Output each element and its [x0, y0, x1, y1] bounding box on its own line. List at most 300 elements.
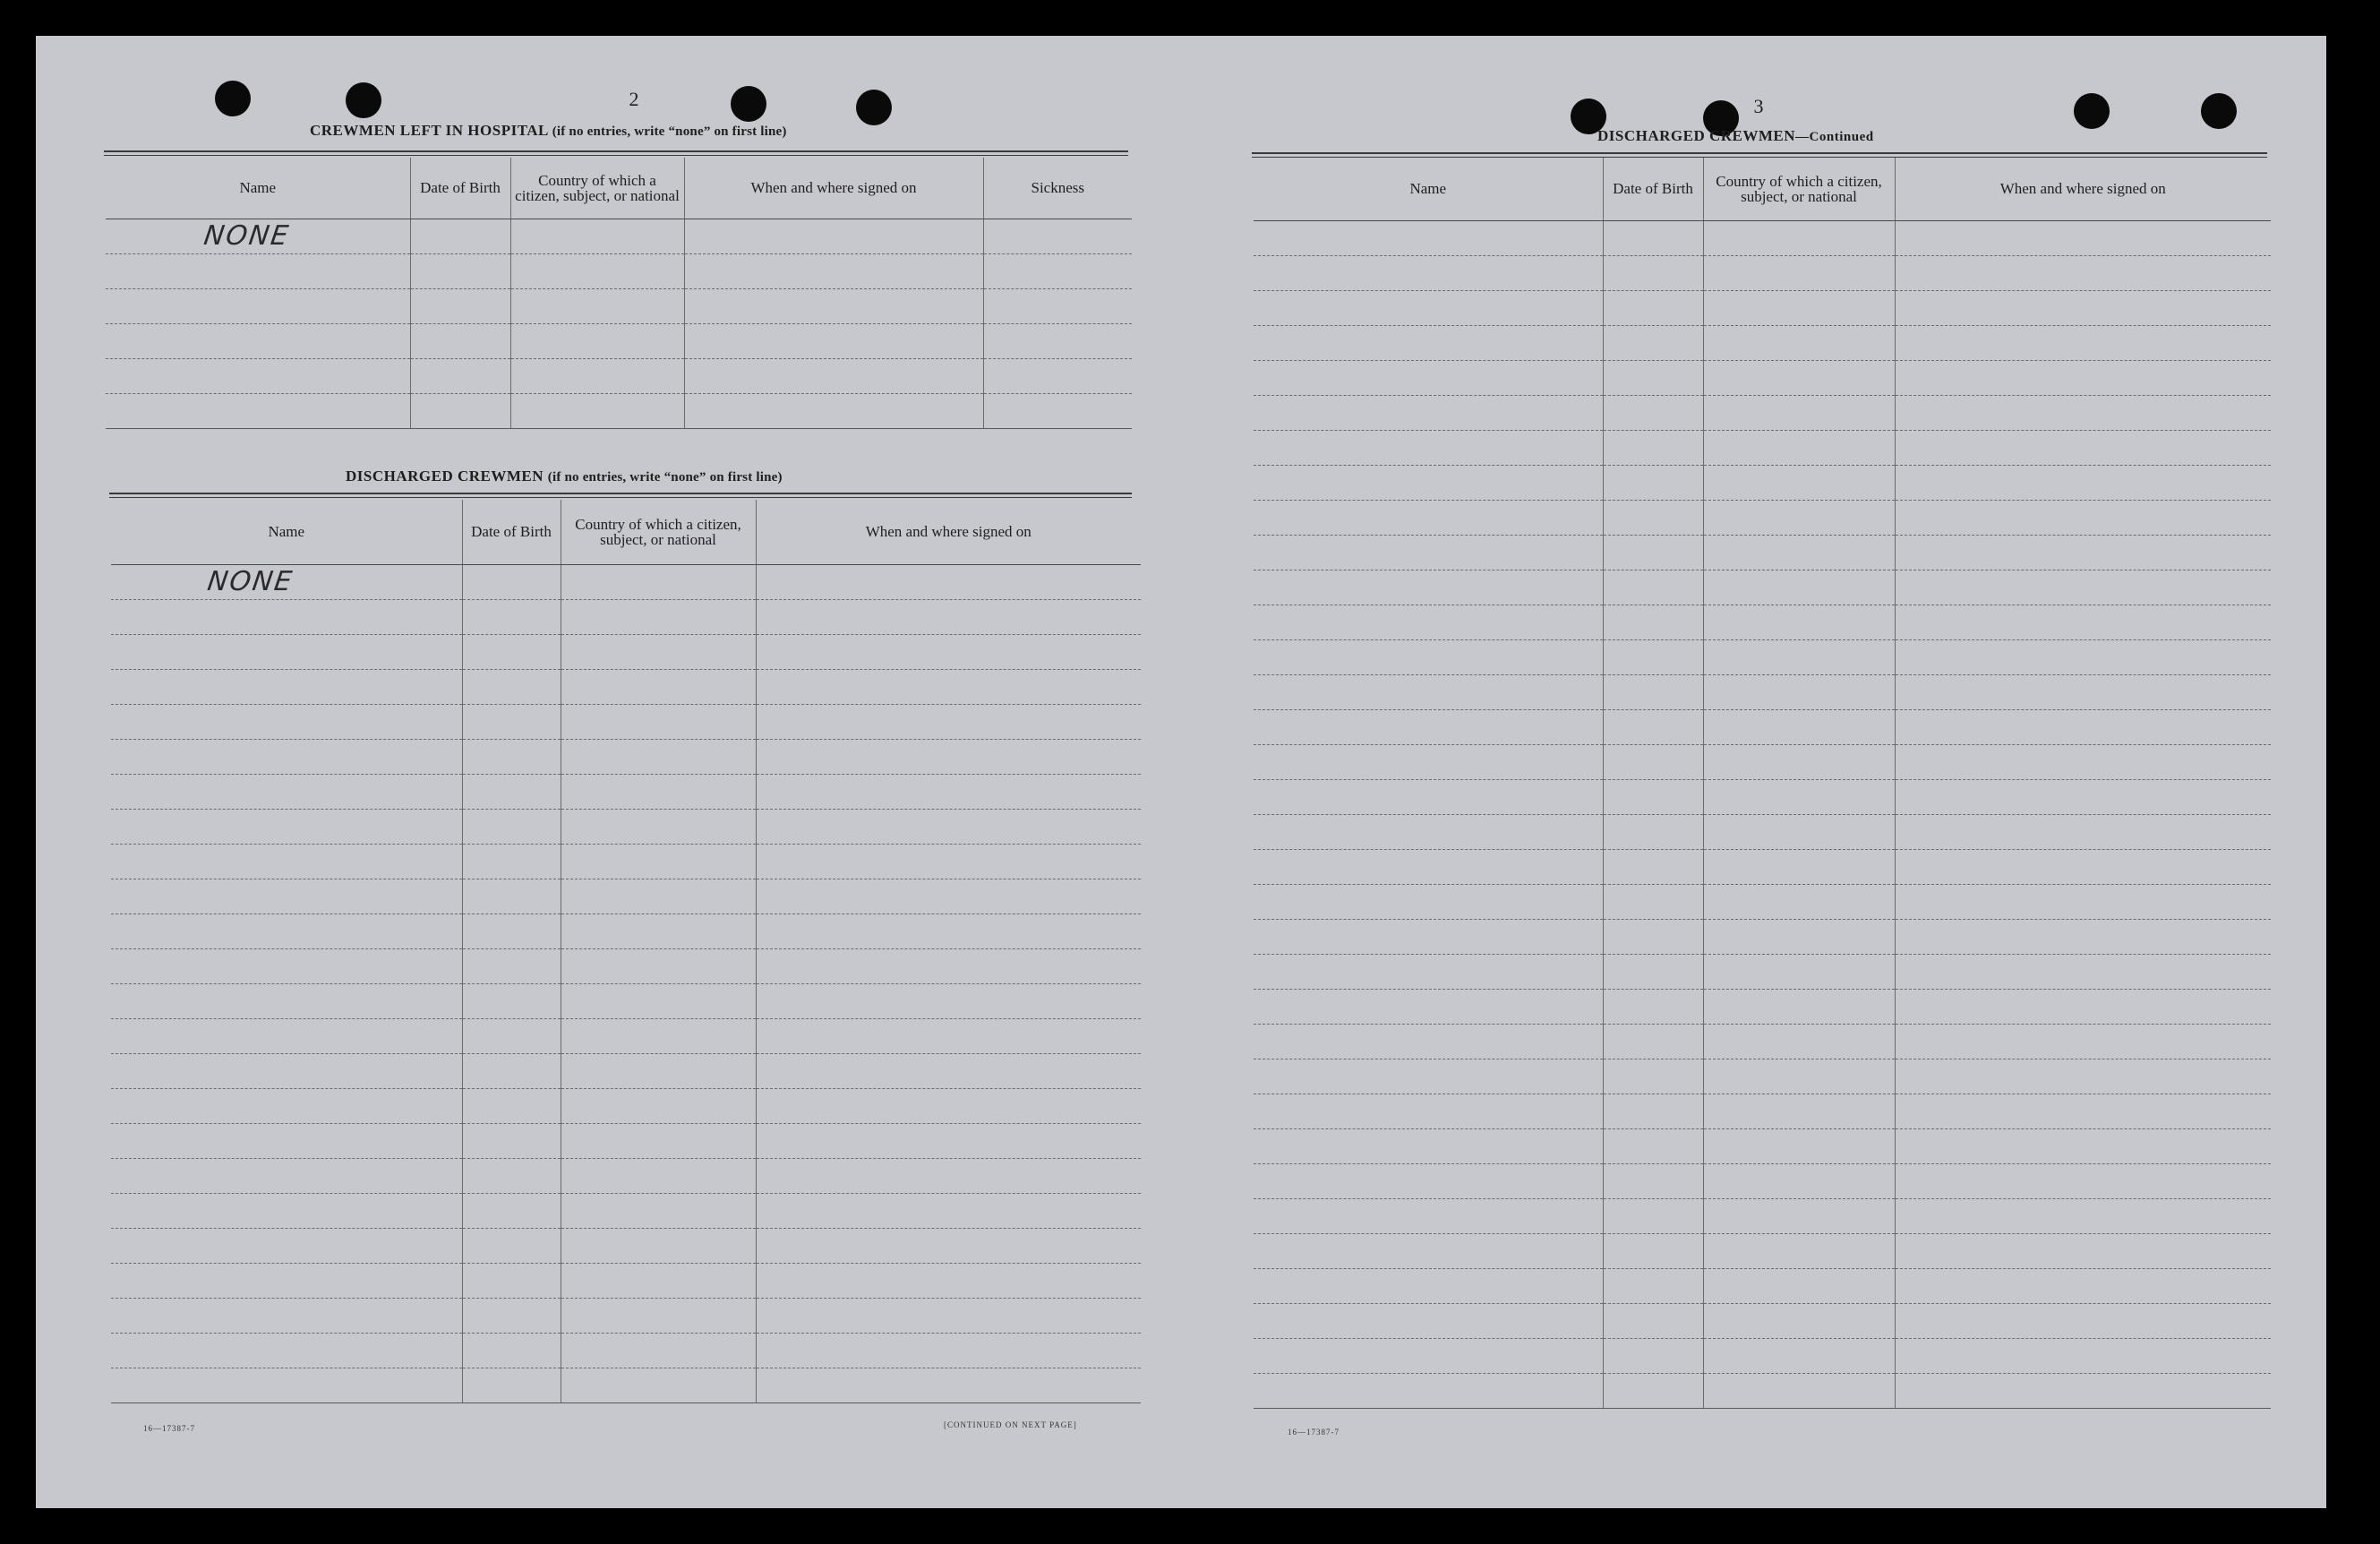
entry-cell[interactable]	[1254, 849, 1603, 884]
entry-cell[interactable]	[1895, 709, 2271, 744]
entry-cell[interactable]	[1703, 674, 1895, 709]
entry-cell[interactable]	[1895, 605, 2271, 639]
entry-cell[interactable]	[1895, 1163, 2271, 1198]
entry-cell[interactable]	[1254, 360, 1603, 395]
entry-cell[interactable]	[462, 1368, 561, 1402]
entry-cell[interactable]	[1254, 500, 1603, 535]
entry-cell[interactable]	[1895, 1233, 2271, 1268]
entry-cell[interactable]	[684, 393, 983, 428]
entry-cell[interactable]	[1254, 919, 1603, 954]
document-sheet	[36, 36, 2326, 1508]
entry-cell[interactable]	[462, 739, 561, 774]
entry-cell[interactable]	[462, 774, 561, 809]
entry-cell[interactable]	[561, 1053, 756, 1088]
entry-cell[interactable]	[1603, 884, 1703, 919]
entry-cell[interactable]	[1603, 954, 1703, 989]
table-row	[111, 1158, 1141, 1193]
entry-cell[interactable]	[561, 564, 756, 599]
table-row	[111, 948, 1141, 983]
entry-cell[interactable]	[1254, 814, 1603, 849]
entry-cell[interactable]	[756, 1193, 1141, 1228]
table-row	[1254, 255, 2271, 290]
entry-cell[interactable]	[1254, 884, 1603, 919]
entry-cell[interactable]	[462, 983, 561, 1018]
entry-cell[interactable]	[756, 1368, 1141, 1402]
entry-cell[interactable]	[1703, 639, 1895, 674]
entry-cell[interactable]	[1603, 744, 1703, 779]
entry-cell[interactable]	[561, 809, 756, 844]
entry-cell[interactable]	[111, 634, 462, 669]
table-row	[106, 393, 1132, 428]
entry-cell[interactable]	[561, 1333, 756, 1368]
entry-cell[interactable]	[1603, 1268, 1703, 1303]
entry-cell[interactable]	[1254, 1303, 1603, 1338]
entry-cell[interactable]	[111, 599, 462, 634]
entry-cell[interactable]	[561, 1018, 756, 1053]
entry-cell[interactable]	[561, 599, 756, 634]
entry-cell[interactable]	[1254, 709, 1603, 744]
table-row	[1254, 674, 2271, 709]
entry-cell[interactable]	[756, 1333, 1141, 1368]
entry-cell[interactable]	[1603, 430, 1703, 465]
entry-cell[interactable]	[1703, 1198, 1895, 1233]
entry-cell[interactable]	[1603, 325, 1703, 360]
entry-cell[interactable]	[561, 1088, 756, 1123]
entry-cell[interactable]	[1703, 1024, 1895, 1059]
entry-cell[interactable]	[756, 1158, 1141, 1193]
entry-cell[interactable]	[1703, 884, 1895, 919]
entry-cell[interactable]	[561, 1228, 756, 1263]
entry-cell[interactable]	[684, 253, 983, 288]
entry-cell[interactable]	[1895, 220, 2271, 255]
entry-cell[interactable]	[1895, 849, 2271, 884]
entry-cell[interactable]	[1895, 325, 2271, 360]
table-row	[1254, 1059, 2271, 1094]
entry-cell[interactable]	[1603, 605, 1703, 639]
entry-cell[interactable]	[1895, 954, 2271, 989]
entry-cell[interactable]	[1895, 1059, 2271, 1094]
entry-cell[interactable]	[983, 219, 1132, 253]
entry-cell[interactable]	[1254, 1373, 1603, 1408]
entry-cell[interactable]	[1603, 674, 1703, 709]
entry-cell[interactable]	[1703, 1059, 1895, 1094]
entry-cell[interactable]	[111, 1368, 462, 1402]
entry-cell[interactable]	[462, 669, 561, 704]
entry-cell[interactable]	[1603, 1338, 1703, 1373]
entry-cell[interactable]	[462, 914, 561, 948]
entry-cell[interactable]	[462, 1333, 561, 1368]
entry-cell[interactable]	[561, 634, 756, 669]
entry-cell[interactable]	[684, 323, 983, 358]
entry-cell[interactable]	[462, 564, 561, 599]
entry-cell[interactable]	[462, 1193, 561, 1228]
entry-cell[interactable]	[1703, 290, 1895, 325]
entry-cell[interactable]	[1254, 639, 1603, 674]
entry-cell[interactable]	[106, 323, 410, 358]
entry-cell[interactable]	[1895, 779, 2271, 814]
entry-cell[interactable]	[1895, 814, 2271, 849]
entry-cell[interactable]	[462, 1123, 561, 1158]
entry-cell[interactable]	[1703, 1373, 1895, 1408]
entry-cell[interactable]	[1603, 1373, 1703, 1408]
entry-cell[interactable]	[1603, 709, 1703, 744]
entry-cell[interactable]	[111, 1123, 462, 1158]
entry-cell[interactable]	[1254, 1128, 1603, 1163]
entry-cell[interactable]	[1895, 1268, 2271, 1303]
entry-cell[interactable]	[684, 288, 983, 323]
entry-cell[interactable]	[1254, 1268, 1603, 1303]
entry-cell[interactable]	[561, 879, 756, 914]
table-row	[1254, 814, 2271, 849]
col-header-sickness: Sickness	[983, 158, 1132, 219]
entry-cell[interactable]	[561, 914, 756, 948]
entry-cell[interactable]	[1254, 1094, 1603, 1128]
entry-cell[interactable]	[983, 393, 1132, 428]
entry-cell[interactable]	[111, 774, 462, 809]
continued-title-text: DISCHARGED CREWMEN	[1597, 127, 1796, 144]
entry-cell[interactable]	[1895, 1303, 2271, 1338]
table-row	[1254, 325, 2271, 360]
entry-cell[interactable]	[1603, 220, 1703, 255]
entry-cell[interactable]	[1254, 1059, 1603, 1094]
entry-cell[interactable]	[1703, 814, 1895, 849]
entry-cell[interactable]	[111, 879, 462, 914]
entry-cell[interactable]	[1895, 465, 2271, 500]
entry-cell[interactable]	[1703, 1233, 1895, 1268]
entry-cell[interactable]	[1254, 1198, 1603, 1233]
entry-cell[interactable]	[462, 1053, 561, 1088]
table-row	[1254, 1303, 2271, 1338]
entry-cell[interactable]	[510, 253, 684, 288]
entry-cell[interactable]	[684, 219, 983, 253]
entry-cell[interactable]	[1603, 1163, 1703, 1198]
entry-cell[interactable]	[1703, 1303, 1895, 1338]
entry-cell[interactable]	[1254, 395, 1603, 430]
table-row	[111, 809, 1141, 844]
entry-cell[interactable]	[111, 809, 462, 844]
entry-cell[interactable]	[1603, 779, 1703, 814]
entry-cell[interactable]	[1254, 1338, 1603, 1373]
entry-cell[interactable]	[1254, 465, 1603, 500]
entry-cell[interactable]	[111, 1228, 462, 1263]
entry-cell[interactable]	[1703, 849, 1895, 884]
entry-cell[interactable]	[410, 358, 510, 393]
entry-cell[interactable]	[1254, 779, 1603, 814]
entry-cell[interactable]	[756, 948, 1141, 983]
entry-cell[interactable]	[1703, 1338, 1895, 1373]
entry-cell[interactable]	[561, 669, 756, 704]
entry-cell[interactable]	[111, 914, 462, 948]
entry-cell[interactable]	[1703, 255, 1895, 290]
entry-cell[interactable]	[410, 253, 510, 288]
entry-cell[interactable]	[983, 358, 1132, 393]
entry-cell[interactable]	[1703, 989, 1895, 1024]
entry-cell[interactable]	[1703, 1128, 1895, 1163]
entry-cell[interactable]	[1603, 535, 1703, 570]
entry-cell[interactable]	[1254, 1024, 1603, 1059]
entry-cell[interactable]	[462, 599, 561, 634]
entry-cell[interactable]	[106, 358, 410, 393]
entry-cell[interactable]	[1603, 290, 1703, 325]
entry-cell[interactable]	[1895, 1128, 2271, 1163]
entry-cell[interactable]	[983, 288, 1132, 323]
entry-cell[interactable]	[756, 1053, 1141, 1088]
entry-cell[interactable]	[561, 983, 756, 1018]
entry-cell[interactable]	[510, 323, 684, 358]
entry-cell[interactable]	[1603, 1233, 1703, 1268]
col-header-signed-on: When and where signed on	[1895, 158, 2271, 220]
entry-cell[interactable]	[462, 879, 561, 914]
entry-cell[interactable]	[1703, 954, 1895, 989]
entry-cell[interactable]	[1703, 325, 1895, 360]
entry-cell[interactable]	[561, 1193, 756, 1228]
table-row	[111, 1053, 1141, 1088]
table-row	[111, 1123, 1141, 1158]
entry-cell[interactable]	[1703, 465, 1895, 500]
entry-cell[interactable]	[756, 1018, 1141, 1053]
entry-cell[interactable]	[462, 1298, 561, 1333]
entry-cell[interactable]	[756, 634, 1141, 669]
entry-cell[interactable]	[1603, 1303, 1703, 1338]
entry-cell[interactable]	[111, 948, 462, 983]
entry-cell[interactable]	[1254, 255, 1603, 290]
entry-cell[interactable]	[111, 1193, 462, 1228]
entry-cell[interactable]	[756, 1123, 1141, 1158]
entry-cell[interactable]	[756, 844, 1141, 879]
entry-cell[interactable]	[1603, 814, 1703, 849]
entry-cell[interactable]	[510, 358, 684, 393]
entry-cell[interactable]	[111, 1333, 462, 1368]
entry-cell[interactable]	[1603, 500, 1703, 535]
entry-cell[interactable]	[410, 288, 510, 323]
entry-cell[interactable]	[410, 393, 510, 428]
table-row	[1254, 639, 2271, 674]
entry-cell[interactable]	[756, 599, 1141, 634]
entry-cell[interactable]	[1895, 989, 2271, 1024]
entry-cell[interactable]	[1603, 395, 1703, 430]
entry-cell[interactable]	[462, 809, 561, 844]
entry-cell[interactable]	[561, 739, 756, 774]
entry-cell[interactable]	[1895, 884, 2271, 919]
entry-cell[interactable]	[1254, 325, 1603, 360]
entry-cell[interactable]	[684, 358, 983, 393]
entry-cell[interactable]	[1603, 989, 1703, 1024]
entry-cell[interactable]	[1603, 1024, 1703, 1059]
entry-cell[interactable]	[106, 219, 410, 253]
entry-cell[interactable]	[1895, 639, 2271, 674]
entry-cell[interactable]	[1703, 709, 1895, 744]
entry-cell[interactable]	[756, 564, 1141, 599]
entry-cell[interactable]	[756, 774, 1141, 809]
entry-cell[interactable]	[1254, 1233, 1603, 1268]
entry-cell[interactable]	[1895, 674, 2271, 709]
table-row	[111, 704, 1141, 739]
entry-cell[interactable]	[410, 219, 510, 253]
entry-cell[interactable]	[462, 1158, 561, 1193]
entry-cell[interactable]	[1703, 779, 1895, 814]
punch-hole	[2074, 93, 2110, 129]
entry-cell[interactable]	[1603, 639, 1703, 674]
entry-cell[interactable]	[1254, 290, 1603, 325]
entry-cell[interactable]	[756, 739, 1141, 774]
entry-cell[interactable]	[1703, 430, 1895, 465]
entry-cell[interactable]	[111, 983, 462, 1018]
entry-cell[interactable]	[1254, 570, 1603, 605]
entry-cell[interactable]	[1254, 430, 1603, 465]
entry-cell[interactable]	[1895, 535, 2271, 570]
entry-cell[interactable]	[111, 1158, 462, 1193]
entry-cell[interactable]	[1254, 1163, 1603, 1198]
entry-cell[interactable]	[111, 669, 462, 704]
entry-cell[interactable]	[462, 844, 561, 879]
entry-cell[interactable]	[510, 288, 684, 323]
entry-cell[interactable]	[1254, 989, 1603, 1024]
entry-cell[interactable]	[1254, 605, 1603, 639]
entry-cell[interactable]	[561, 1263, 756, 1298]
entry-cell[interactable]	[106, 288, 410, 323]
entry-cell[interactable]	[1703, 500, 1895, 535]
entry-cell[interactable]	[462, 1263, 561, 1298]
table-row	[1254, 1233, 2271, 1268]
entry-cell[interactable]	[462, 1018, 561, 1053]
entry-cell[interactable]	[106, 393, 410, 428]
entry-cell[interactable]	[1703, 1268, 1895, 1303]
entry-cell[interactable]	[1703, 570, 1895, 605]
entry-cell[interactable]	[1895, 1198, 2271, 1233]
entry-cell[interactable]	[1603, 1059, 1703, 1094]
entry-cell[interactable]	[1703, 919, 1895, 954]
entry-cell[interactable]	[756, 1263, 1141, 1298]
entry-cell[interactable]	[1603, 360, 1703, 395]
entry-cell[interactable]	[561, 1368, 756, 1402]
entry-cell[interactable]	[1895, 919, 2271, 954]
entry-cell[interactable]	[1895, 744, 2271, 779]
entry-cell[interactable]	[410, 323, 510, 358]
entry-cell[interactable]	[1603, 255, 1703, 290]
entry-cell[interactable]	[1895, 1094, 2271, 1128]
entry-cell[interactable]	[1703, 744, 1895, 779]
entry-cell[interactable]	[756, 983, 1141, 1018]
entry-cell[interactable]	[111, 704, 462, 739]
entry-cell[interactable]	[756, 1088, 1141, 1123]
col-header-signed-on: When and where signed on	[684, 158, 983, 219]
table-row	[111, 1088, 1141, 1123]
entry-cell[interactable]	[462, 948, 561, 983]
entry-cell[interactable]	[106, 253, 410, 288]
entry-cell[interactable]	[983, 323, 1132, 358]
entry-cell[interactable]	[756, 1298, 1141, 1333]
entry-cell[interactable]	[462, 634, 561, 669]
entry-cell[interactable]	[756, 1228, 1141, 1263]
entry-cell[interactable]	[1254, 744, 1603, 779]
entry-cell[interactable]	[1703, 605, 1895, 639]
entry-cell[interactable]	[1895, 395, 2271, 430]
entry-cell[interactable]	[1603, 1094, 1703, 1128]
entry-cell[interactable]	[1895, 500, 2271, 535]
entry-cell[interactable]	[462, 1088, 561, 1123]
entry-cell[interactable]	[1895, 360, 2271, 395]
entry-cell[interactable]	[561, 1298, 756, 1333]
entry-cell[interactable]	[756, 914, 1141, 948]
table-row	[1254, 1198, 2271, 1233]
entry-cell[interactable]	[111, 1053, 462, 1088]
entry-cell[interactable]	[756, 879, 1141, 914]
entry-cell[interactable]	[510, 393, 684, 428]
table-row	[1254, 430, 2271, 465]
table-row	[111, 983, 1141, 1018]
table-row	[1254, 535, 2271, 570]
table-row	[111, 879, 1141, 914]
entry-cell[interactable]	[1254, 954, 1603, 989]
hospital-title-text: CREWMEN LEFT IN HOSPITAL	[310, 122, 548, 139]
table-row	[111, 1333, 1141, 1368]
entry-cell[interactable]	[1895, 290, 2271, 325]
entry-cell[interactable]	[1895, 1373, 2271, 1408]
entry-cell[interactable]	[1254, 674, 1603, 709]
table-row	[1254, 605, 2271, 639]
discharged-title-note: (if no entries, write “none” on first line)	[547, 470, 783, 485]
entry-cell[interactable]	[1703, 220, 1895, 255]
hospital-section-title	[310, 122, 787, 140]
entry-cell[interactable]	[1703, 1094, 1895, 1128]
entry-cell[interactable]	[1603, 919, 1703, 954]
entry-cell[interactable]	[1895, 570, 2271, 605]
entry-cell[interactable]	[561, 1158, 756, 1193]
entry-cell[interactable]	[111, 1298, 462, 1333]
entry-cell[interactable]	[1895, 255, 2271, 290]
entry-cell[interactable]	[756, 704, 1141, 739]
table-row	[111, 669, 1141, 704]
entry-cell[interactable]	[756, 669, 1141, 704]
entry-cell[interactable]	[561, 844, 756, 879]
entry-cell[interactable]	[1603, 465, 1703, 500]
entry-cell[interactable]	[1603, 849, 1703, 884]
entry-cell[interactable]	[111, 739, 462, 774]
entry-cell[interactable]	[1603, 1128, 1703, 1163]
entry-cell[interactable]	[111, 1018, 462, 1053]
entry-cell[interactable]	[561, 948, 756, 983]
entry-cell[interactable]	[1603, 1198, 1703, 1233]
entry-cell[interactable]	[1703, 395, 1895, 430]
entry-cell[interactable]	[561, 774, 756, 809]
entry-cell[interactable]	[1703, 360, 1895, 395]
entry-cell[interactable]	[111, 1263, 462, 1298]
entry-cell[interactable]	[462, 704, 561, 739]
entry-cell[interactable]	[983, 253, 1132, 288]
entry-cell[interactable]	[1254, 220, 1603, 255]
entry-cell[interactable]	[111, 844, 462, 879]
entry-cell[interactable]	[561, 1123, 756, 1158]
entry-cell[interactable]	[462, 1228, 561, 1263]
hospital-table	[106, 158, 1132, 429]
punch-hole	[2201, 93, 2237, 129]
entry-cell[interactable]	[111, 1088, 462, 1123]
table-row	[111, 564, 1141, 599]
table-row	[1254, 220, 2271, 255]
entry-cell[interactable]	[111, 564, 462, 599]
entry-cell[interactable]	[1895, 1024, 2271, 1059]
entry-cell[interactable]	[1895, 430, 2271, 465]
entry-cell[interactable]	[561, 704, 756, 739]
entry-cell[interactable]	[1254, 535, 1603, 570]
entry-cell[interactable]	[1703, 1163, 1895, 1198]
entry-cell[interactable]	[1895, 1338, 2271, 1373]
entry-cell[interactable]	[756, 809, 1141, 844]
entry-cell[interactable]	[1603, 570, 1703, 605]
entry-cell[interactable]	[510, 219, 684, 253]
entry-cell[interactable]	[1703, 535, 1895, 570]
continued-note: [CONTINUED ON NEXT PAGE]	[944, 1420, 1077, 1429]
